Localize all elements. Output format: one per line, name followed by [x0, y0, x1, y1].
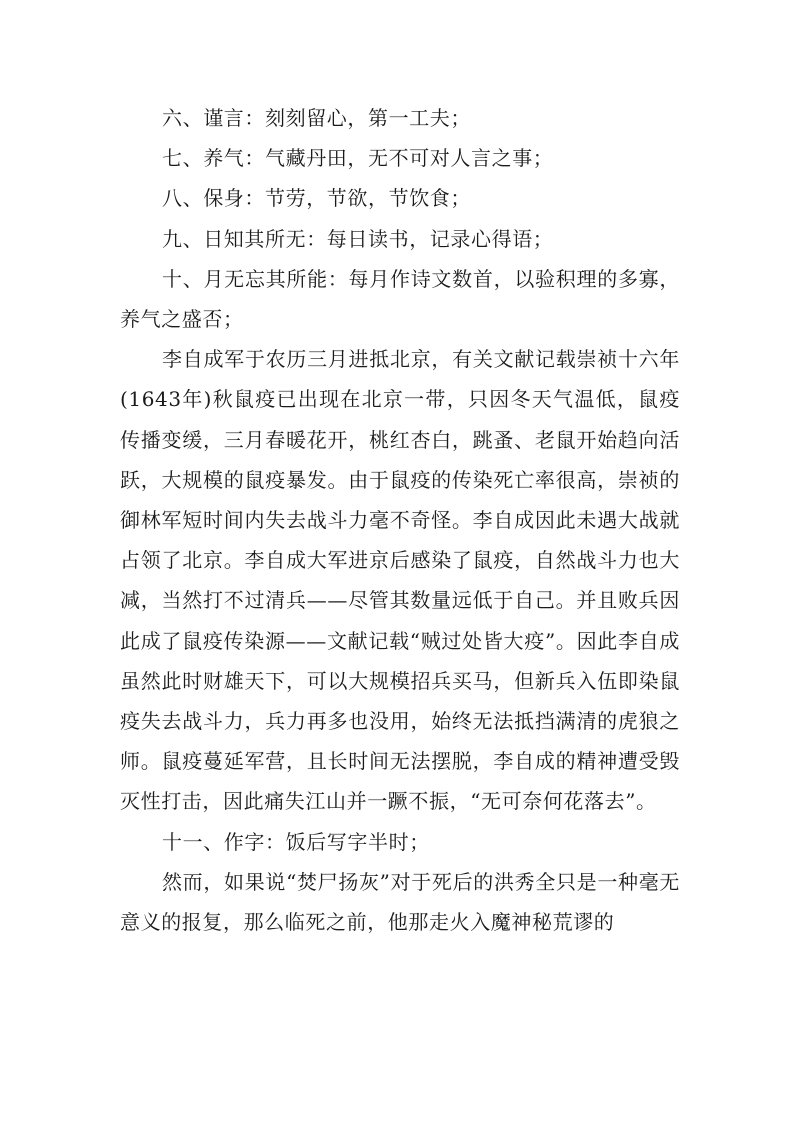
paragraph-li-zicheng-plague: 李自成军于农历三月进抵北京，有关文献记载崇祯十六年(1643年)秋鼠疫已出现在北京一带，只因冬天气温低，鼠疫传播变缓，三月春暖花开，桃红杏白，跳蚤、老鼠开始趋向活跃，大规模的鼠疫暴发。由于鼠疫的传染死亡率很高，崇祯的御林军短时间内失去战斗力毫不奇怪。李自成因此未遇大战就占领了北京。李自成大军进京后感染了鼠疫，自然战斗力也大减，当然打不过清兵——尽管其数量远低于自己。并且败兵因此成了鼠疫传染源——文献记载“贼过处皆大疫”。因此李自成虽然此时财雄天下，可以大规模招兵买马，但新兵入伍即染鼠疫失去战斗力，兵力再多也没用，始终无法抵挡满清的虎狼之师。鼠疫蔓延军营，且长时间无法摆脱，李自成的精神遭受毁灭性打击，因此痛失江山并一蹶不振，“无可奈何花落去”。: [120, 347, 680, 814]
paragraph-nurture-qi: 七、养气：气藏丹田，无不可对人言之事；: [162, 146, 554, 171]
paragraph-monthly-review: 十、月无忘其所能：每月作诗文数首，以验积理的多寡，养气之盛否；: [120, 266, 680, 332]
paragraph-preserve-body: 八、保身：节劳，节欲，节饮食；: [162, 186, 471, 211]
paragraph-caution-in-speech: 六、谨言：刻刻留心，第一工夫；: [162, 106, 471, 130]
paragraph-hong-xiuquan: 然而，如果说“焚尸扬灰”对于死后的洪秀全只是一种毫无意义的报复，那么临死之前，他那走火入魔神秘荒谬的: [120, 869, 680, 935]
paragraph-calligraphy: 十一、作字：饭后写字半时；: [162, 829, 430, 854]
paragraph-daily-learning: 九、日知其所无：每日读书，记录心得语；: [162, 226, 554, 251]
body-text: [120, 98, 680, 942]
